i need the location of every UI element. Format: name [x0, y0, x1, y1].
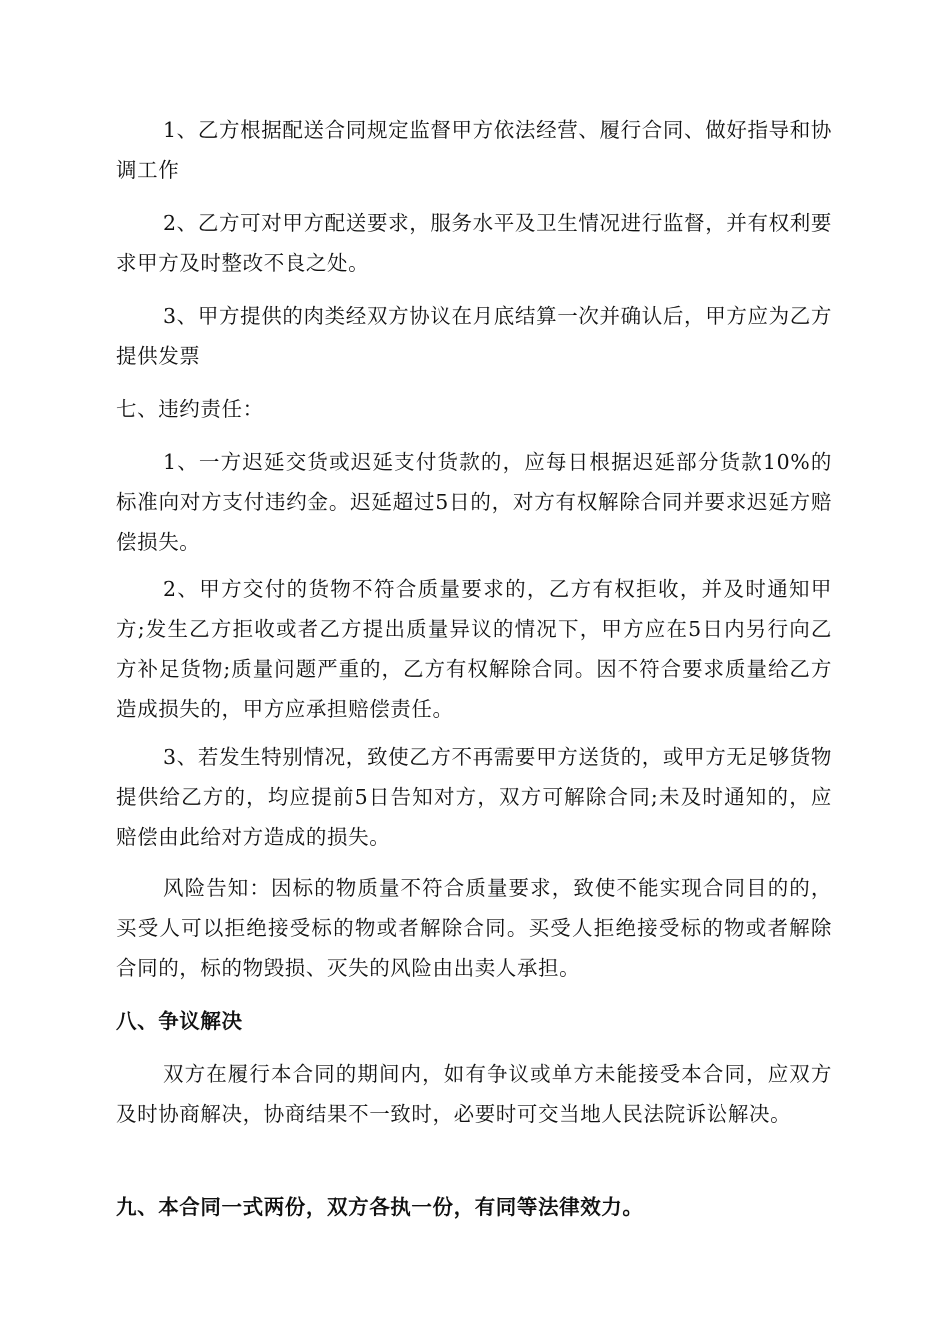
clause-7-3: 3、若发生特别情况，致使乙方不再需要甲方送货的，或甲方无足够货物提供给乙方的，均应提前5日告知对方，双方可解除合同;未及时通知的，应赔偿由此给对方造成的损失。 [116, 745, 832, 849]
clause-6-3: 3、甲方提供的肉类经双方协议在月底结算一次并确认后，甲方应为乙方提供发票 [116, 304, 832, 368]
clause-6-1: 1、乙方根据配送合同规定监督甲方依法经营、履行合同、做好指导和协调工作 [116, 118, 832, 182]
clause-7-1: 1、一方迟延交货或迟延支付货款的，应每日根据迟延部分货款10%的标准向对方支付违约金。迟延超过5日的，对方有权解除合同并要求迟延方赔偿损失。 [116, 450, 832, 554]
clause-8-1: 双方在履行本合同的期间内，如有争议或单方未能接受本合同，应双方及时协商解决，协商结果不一致时，必要时可交当地人民法院诉讼解决。 [116, 1062, 832, 1126]
clause-7-2: 2、甲方交付的货物不符合质量要求的，乙方有权拒收，并及时通知甲方;发生乙方拒收或者乙方提出质量异议的情况下，甲方应在5日内另行向乙方补足货物;质量问题严重的，乙方有权解除合同。因不符合要求质量给乙方造成损失的，甲方应承担赔偿责任。 [116, 577, 832, 721]
clause-6-2: 2、乙方可对甲方配送要求，服务水平及卫生情况进行监督，并有权利要求甲方及时整改不良之处。 [116, 211, 832, 275]
risk-notice: 风险告知：因标的物质量不符合质量要求，致使不能实现合同目的的，买受人可以拒绝接受标的物或者解除合同。买受人拒绝接受标的物或者解除合同的，标的物毁损、灭失的风险由出卖人承担。 [116, 876, 832, 980]
section-9-heading: 九、本合同一式两份，双方各执一份，有同等法律效力。 [116, 1195, 644, 1219]
section-7-heading: 七、违约责任： [116, 397, 264, 421]
section-8-heading: 八、争议解决 [116, 1009, 243, 1033]
